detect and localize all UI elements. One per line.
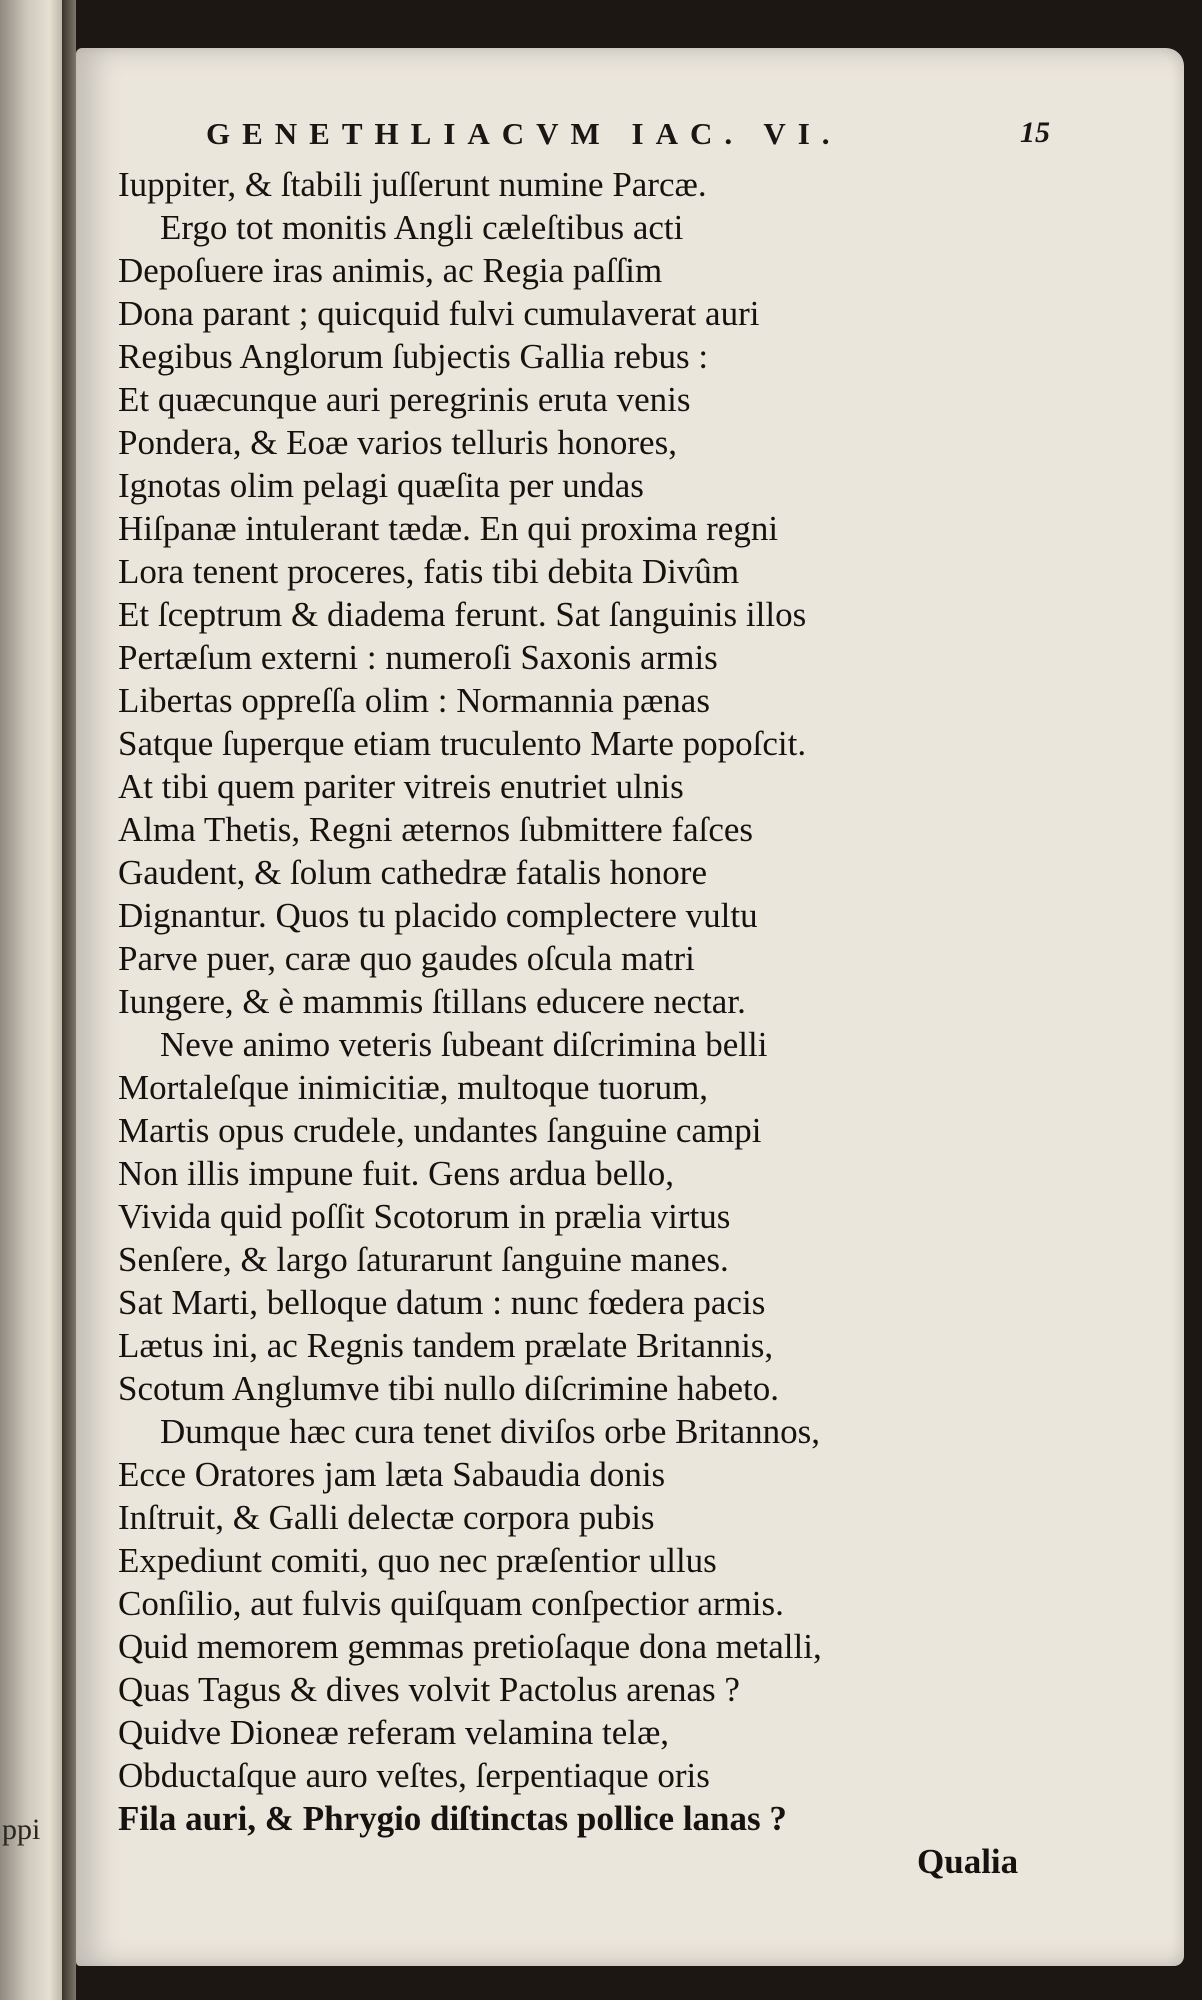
verse-line: Hiſpanæ intulerant tædæ. En qui proxima regni — [118, 509, 779, 548]
verse-line: Iuppiter, & ſtabili juſſerunt numine Parcæ. — [118, 165, 707, 204]
verse-line: Fila auri, & Phrygio diſtinctas pollice lanas ? — [118, 1799, 787, 1838]
verse-line: Sat Marti, belloque datum : nunc fœdera pacis — [118, 1283, 766, 1322]
verse-line: Lora tenent proceres, fatis tibi debita Divûm — [118, 552, 740, 591]
verse-line: Quidve Dioneæ referam velamina telæ, — [118, 1713, 670, 1752]
verse-line: Et ſceptrum & diadema ferunt. Sat ſanguinis illos — [118, 595, 807, 634]
verse-line: Expediunt comiti, quo nec præſentior ullus — [118, 1541, 717, 1580]
verse-line: Inſtruit, & Galli delectæ corpora pubis — [118, 1498, 655, 1537]
verse-line: Senſere, & largo ſaturarunt ſanguine manes. — [118, 1240, 729, 1279]
verse-line: Pondera, & Eoæ varios telluris honores, — [118, 423, 677, 462]
verse-line: Parve puer, caræ quo gaudes oſcula matri — [118, 939, 695, 978]
verse-line: Non illis impune fuit. Gens ardua bello, — [118, 1154, 675, 1193]
facing-page-edge — [0, 0, 62, 2000]
verse-line: Quid memorem gemmas pretioſaque dona metalli, — [118, 1627, 822, 1666]
verse-line: Gaudent, & ſolum cathedræ fatalis honore — [118, 853, 708, 892]
verse-line: Vivida quid poſſit Scotorum in prælia virtus — [118, 1197, 731, 1236]
book-gutter — [62, 0, 76, 2000]
verse-line: Alma Thetis, Regni æternos ſubmittere faſces — [118, 810, 754, 849]
verse-line: Ergo tot monitis Angli cæleſtibus acti — [160, 208, 684, 247]
verse-line: Pertæſum externi : numeroſi Saxonis armis — [118, 638, 718, 677]
verse-line: Conſilio, aut fulvis quiſquam conſpectior armis. — [118, 1584, 784, 1623]
page-header — [130, 112, 1050, 160]
verse-line: Lætus ini, ac Regnis tandem prælate Britannis, — [118, 1326, 774, 1365]
running-head: GENETHLIACVM IAC. VI. — [206, 116, 842, 151]
catchword: Qualia — [917, 1842, 1019, 1881]
verse-line: Mortaleſque inimicitiæ, multoque tuorum, — [118, 1068, 709, 1107]
verse-line: Quas Tagus & dives volvit Pactolus arenas ? — [118, 1670, 740, 1709]
verse-line: Iungere, & è mammis ſtillans educere nectar. — [118, 982, 746, 1021]
verse-line: Obductaſque auro veſtes, ſerpentiaque oris — [118, 1756, 710, 1795]
verse-line: Martis opus crudele, undantes ſanguine campi — [118, 1111, 762, 1150]
verse-line: Dignantur. Quos tu placido complectere vultu — [118, 896, 758, 935]
verse-line: Ignotas olim pelagi quæſita per undas — [118, 466, 644, 505]
verse-line: Scotum Anglumve tibi nullo diſcrimine habeto. — [118, 1369, 780, 1408]
verse-line: Neve animo veteris ſubeant diſcrimina belli — [160, 1025, 768, 1064]
verse-line: Satque ſuperque etiam truculento Marte popoſcit. — [118, 724, 807, 763]
verse-line: Regibus Anglorum ſubjectis Gallia rebus : — [118, 337, 709, 376]
verse-line: Dona parant ; quicquid fulvi cumulaverat auri — [118, 294, 760, 333]
verse-line: Depoſuere iras animis, ac Regia paſſim — [118, 251, 663, 290]
verse-line: Et quæcunque auri peregrinis eruta venis — [118, 380, 691, 419]
verse-line: Libertas oppreſſa olim : Normannia pænas — [118, 681, 710, 720]
facing-page-fragment: ppi — [2, 1813, 41, 1846]
verse-line: Ecce Oratores jam læta Sabaudia donis — [118, 1455, 666, 1494]
verse-line: Dumque hæc cura tenet diviſos orbe Britannos, — [160, 1412, 820, 1451]
page-number: 15 — [1020, 116, 1050, 149]
verse-line: At tibi quem pariter vitreis enutriet ulnis — [118, 767, 684, 806]
verse-text — [118, 163, 1078, 1840]
